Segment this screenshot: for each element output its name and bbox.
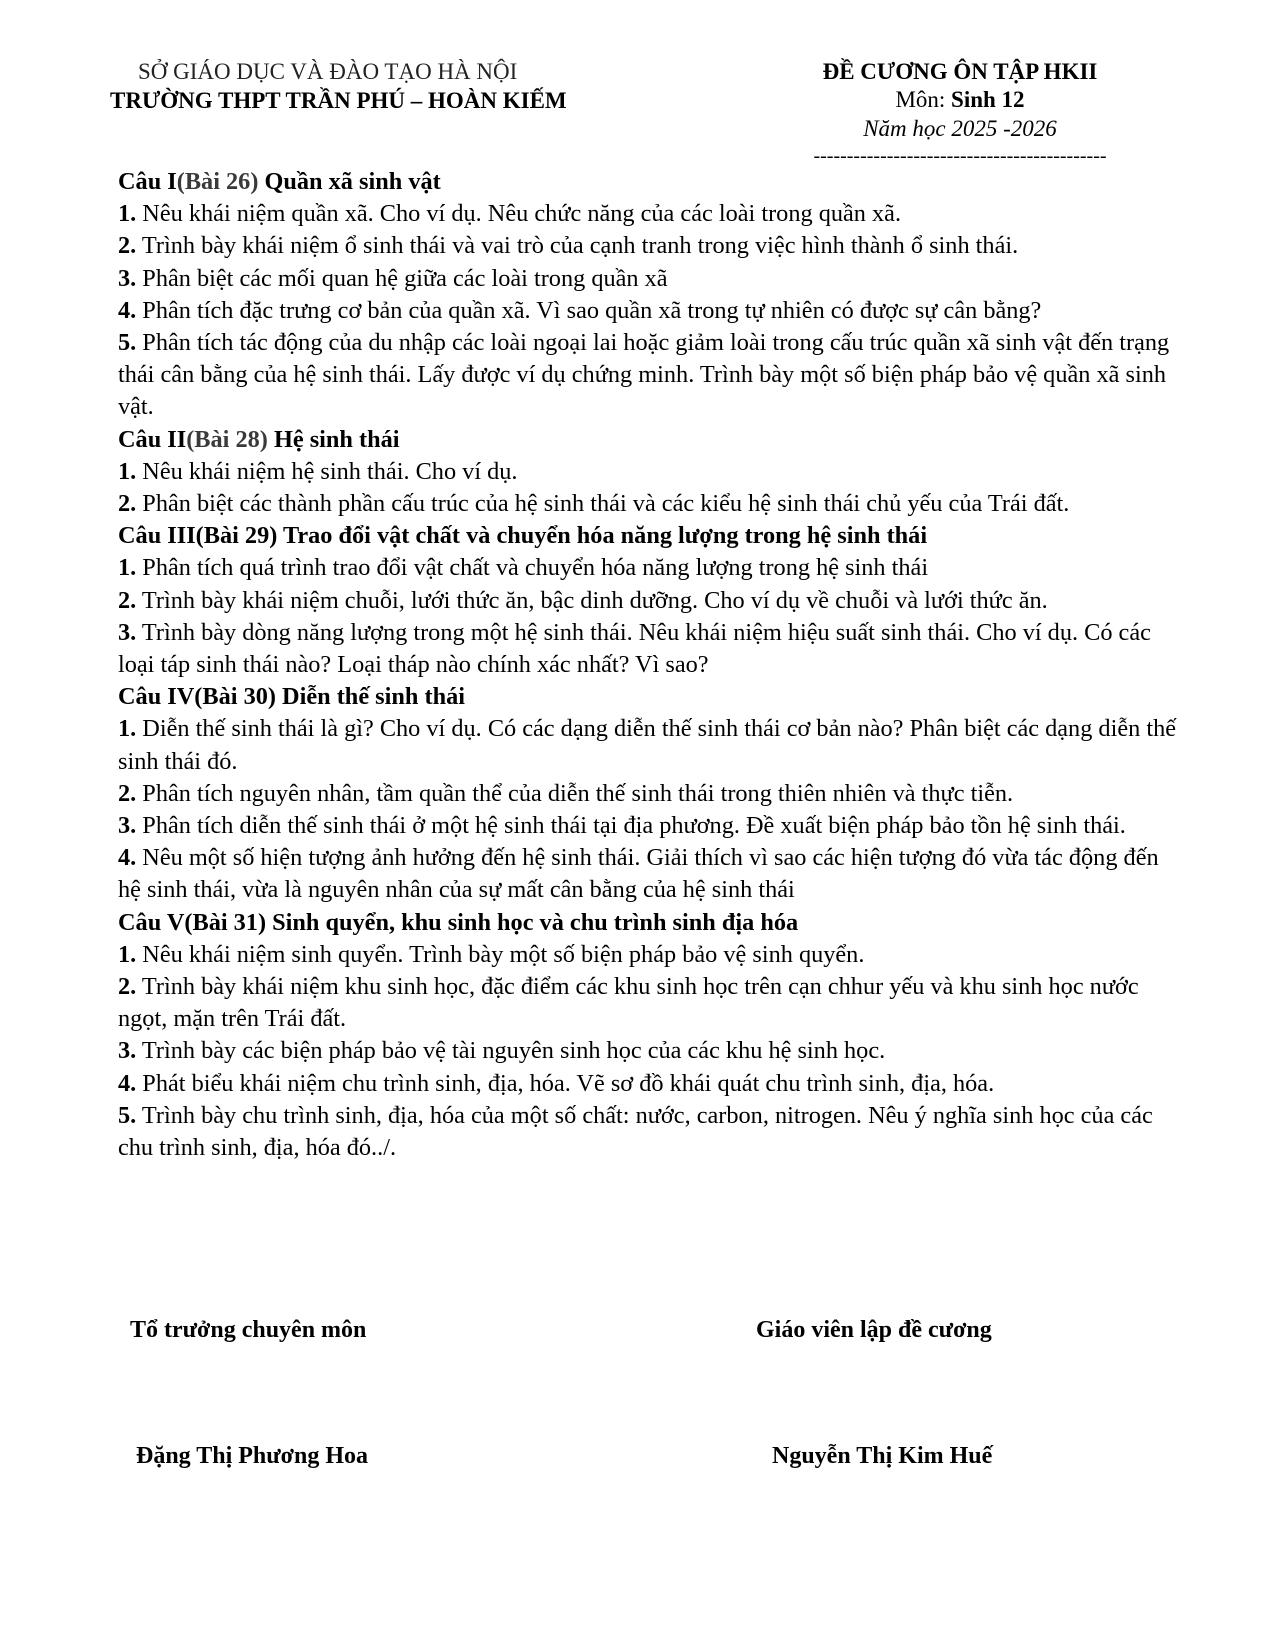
section-lesson: (Bài 26) xyxy=(176,168,259,195)
school-name: TRƯỜNG THPT TRẦN PHÚ – HOÀN KIẾM xyxy=(110,88,567,113)
item-text: Phân tích tác động của du nhập các loài ngoại lai hoặc giảm loài trong cấu trúc quần xã sinh vật đến trạng thái cân bằng của hệ sinh thái. Lấy được ví dụ chứng minh. Trình bày một số biện pháp bảo vệ quần xã sinh vật. xyxy=(118,329,1170,421)
item-number: 4. xyxy=(118,296,137,324)
item-text: Phát biểu khái niệm chu trình sinh, địa, hóa. Vẽ sơ đồ khái quát chu trình sinh, địa, hóa. xyxy=(136,1069,995,1097)
item-text: Trình bày chu trình sinh, địa, hóa của một số chất: nước, carbon, nitrogen. Nêu ý nghĩa sinh học của các chu trình sinh, địa, hóa đó../. xyxy=(118,1101,1153,1162)
header-separator: -------------------------------------------- xyxy=(813,145,1107,167)
list-item xyxy=(118,1035,1178,1067)
section-heading: Quần xã sinh vật xyxy=(258,168,441,195)
list-item xyxy=(118,971,1178,1035)
section-title xyxy=(118,424,1178,456)
list-item xyxy=(118,552,1178,584)
item-number: 3. xyxy=(118,1037,137,1065)
item-text: Phân tích diễn thế sinh thái ở một hệ sinh thái tại địa phương. Đề xuất biện pháp bảo tồn hệ sinh thái. xyxy=(136,812,1126,840)
list-item xyxy=(118,810,1178,842)
department-name: SỞ GIÁO DỤC VÀ ĐÀO TẠO HÀ NỘI xyxy=(138,59,518,84)
item-text: Trình bày các biện pháp bảo vệ tài nguyên sinh học của các khu hệ sinh học. xyxy=(136,1037,886,1065)
item-number: 3. xyxy=(118,264,137,292)
item-text: Phân tích nguyên nhân, tầm quần thể của diễn thế sinh thái trong thiên nhiên và thực tiễn. xyxy=(136,779,1014,807)
section-lesson: (Bài 29) xyxy=(195,522,278,550)
section-title xyxy=(118,166,1178,198)
item-text: Phân tích quá trình trao đổi vật chất và chuyển hóa năng lượng trong hệ sinh thái xyxy=(136,554,929,582)
item-text: Trình bày khái niệm khu sinh học, đặc điểm các khu sinh học trên cạn chhur yếu và khu sinh học nước ngọt, mặn trên Trái đất. xyxy=(118,973,1139,1033)
list-item xyxy=(118,713,1178,777)
item-text: Phân tích đặc trưng cơ bản của quần xã. Vì sao quần xã trong tự nhiên có được sự cân bằng? xyxy=(136,296,1042,324)
department-head-name: Đặng Thị Phương Hoa xyxy=(136,1443,368,1469)
list-item xyxy=(118,295,1178,327)
section-lesson: (Bài 31) xyxy=(184,908,267,936)
item-text: Phân biệt các thành phần cấu trúc của hệ sinh thái và các kiểu hệ sinh thái chủ yếu của Trái đất. xyxy=(136,490,1070,518)
section-lesson: (Bài 28) xyxy=(186,425,268,453)
section-prefix: Câu I xyxy=(118,168,177,195)
section-heading: Diễn thế sinh thái xyxy=(275,683,465,711)
section-prefix: Câu IV xyxy=(118,683,195,711)
item-number: 1. xyxy=(118,940,137,968)
list-item xyxy=(118,842,1178,906)
list-item xyxy=(118,939,1178,971)
item-number: 2. xyxy=(118,232,137,260)
list-item xyxy=(118,198,1178,230)
item-number: 1. xyxy=(118,554,137,582)
section-title xyxy=(118,681,1178,713)
section-heading: Hệ sinh thái xyxy=(267,425,400,453)
item-text: Phân biệt các mối quan hệ giữa các loài trong quần xã xyxy=(136,264,668,292)
subject-value: Sinh 12 xyxy=(951,87,1025,112)
list-item xyxy=(118,617,1178,681)
list-item xyxy=(118,456,1178,488)
section-prefix: Câu II xyxy=(118,425,187,453)
subject-line xyxy=(760,86,1160,114)
item-number: 5. xyxy=(118,329,137,357)
list-item xyxy=(118,488,1178,520)
item-number: 1. xyxy=(118,715,137,743)
item-text: Trình bày khái niệm ổ sinh thái và vai trò của cạnh tranh trong việc hình thành ổ sinh thái. xyxy=(136,232,1019,260)
section-lesson: (Bài 30) xyxy=(194,683,276,711)
list-item xyxy=(118,1100,1178,1164)
section-title xyxy=(118,520,1178,552)
department-head-title: Tổ trưởng chuyên môn xyxy=(130,1317,367,1343)
item-text: Nêu một số hiện tượng ảnh hưởng đến hệ sinh thái. Giải thích vì sao các hiện tượng đó vừa tác động đến hệ sinh thái, vừa là nguyên nhân của sự mất cân bằng của hệ sinh thái xyxy=(118,844,1159,904)
item-text: Trình bày khái niệm chuỗi, lưới thức ăn, bậc dinh dưỡng. Cho ví dụ về chuỗi và lưới thức ăn. xyxy=(136,586,1048,614)
item-number: 2. xyxy=(118,586,137,614)
outline-content xyxy=(118,166,1178,1164)
item-number: 1. xyxy=(118,200,137,228)
section-heading: Sinh quyển, khu sinh học và chu trình sinh địa hóa xyxy=(266,908,799,936)
section-title xyxy=(118,907,1178,939)
section-prefix: Câu V xyxy=(118,908,185,936)
list-item xyxy=(118,263,1178,295)
item-text: Nêu khái niệm quần xã. Cho ví dụ. Nêu chức năng của các loài trong quần xã. xyxy=(136,200,902,228)
item-text: Nêu khái niệm hệ sinh thái. Cho ví dụ. xyxy=(136,457,518,485)
item-number: 5. xyxy=(118,1101,137,1129)
header-left xyxy=(110,58,670,116)
section-prefix: Câu III xyxy=(118,522,196,550)
item-text: Nêu khái niệm sinh quyển. Trình bày một số biện pháp bảo vệ sinh quyển. xyxy=(136,940,865,968)
item-number: 2. xyxy=(118,490,137,518)
teacher-title: Giáo viên lập đề cương xyxy=(756,1317,992,1343)
teacher-name: Nguyễn Thị Kim Huế xyxy=(772,1443,993,1469)
item-number: 3. xyxy=(118,812,137,840)
item-number: 2. xyxy=(118,779,137,807)
item-number: 1. xyxy=(118,457,137,485)
header-right xyxy=(760,58,1160,168)
list-item xyxy=(118,1068,1178,1100)
item-number: 4. xyxy=(118,1069,137,1097)
item-text: Diễn thế sinh thái là gì? Cho ví dụ. Có các dạng diễn thế sinh thái cơ bản nào? Phân biệt các dạng diễn thế sinh thái đó. xyxy=(118,715,1177,775)
list-item xyxy=(118,327,1178,424)
list-item xyxy=(118,230,1178,262)
item-number: 4. xyxy=(118,844,137,872)
document-title: ĐỀ CƯƠNG ÔN TẬP HKII xyxy=(822,59,1098,84)
list-item xyxy=(118,585,1178,617)
item-text: Trình bày dòng năng lượng trong một hệ sinh thái. Nêu khái niệm hiệu suất sinh thái. Cho ví dụ. Có các loại táp sinh thái nào? Loại tháp nào chính xác nhất? Vì sao? xyxy=(118,618,1151,679)
item-number: 3. xyxy=(118,618,137,646)
item-number: 2. xyxy=(118,973,137,1001)
list-item xyxy=(118,778,1178,810)
school-year: Năm học 2025 -2026 xyxy=(863,116,1057,141)
subject-label: Môn: xyxy=(895,87,946,112)
section-heading: Trao đổi vật chất và chuyển hóa năng lượng trong hệ sinh thái xyxy=(277,522,928,550)
